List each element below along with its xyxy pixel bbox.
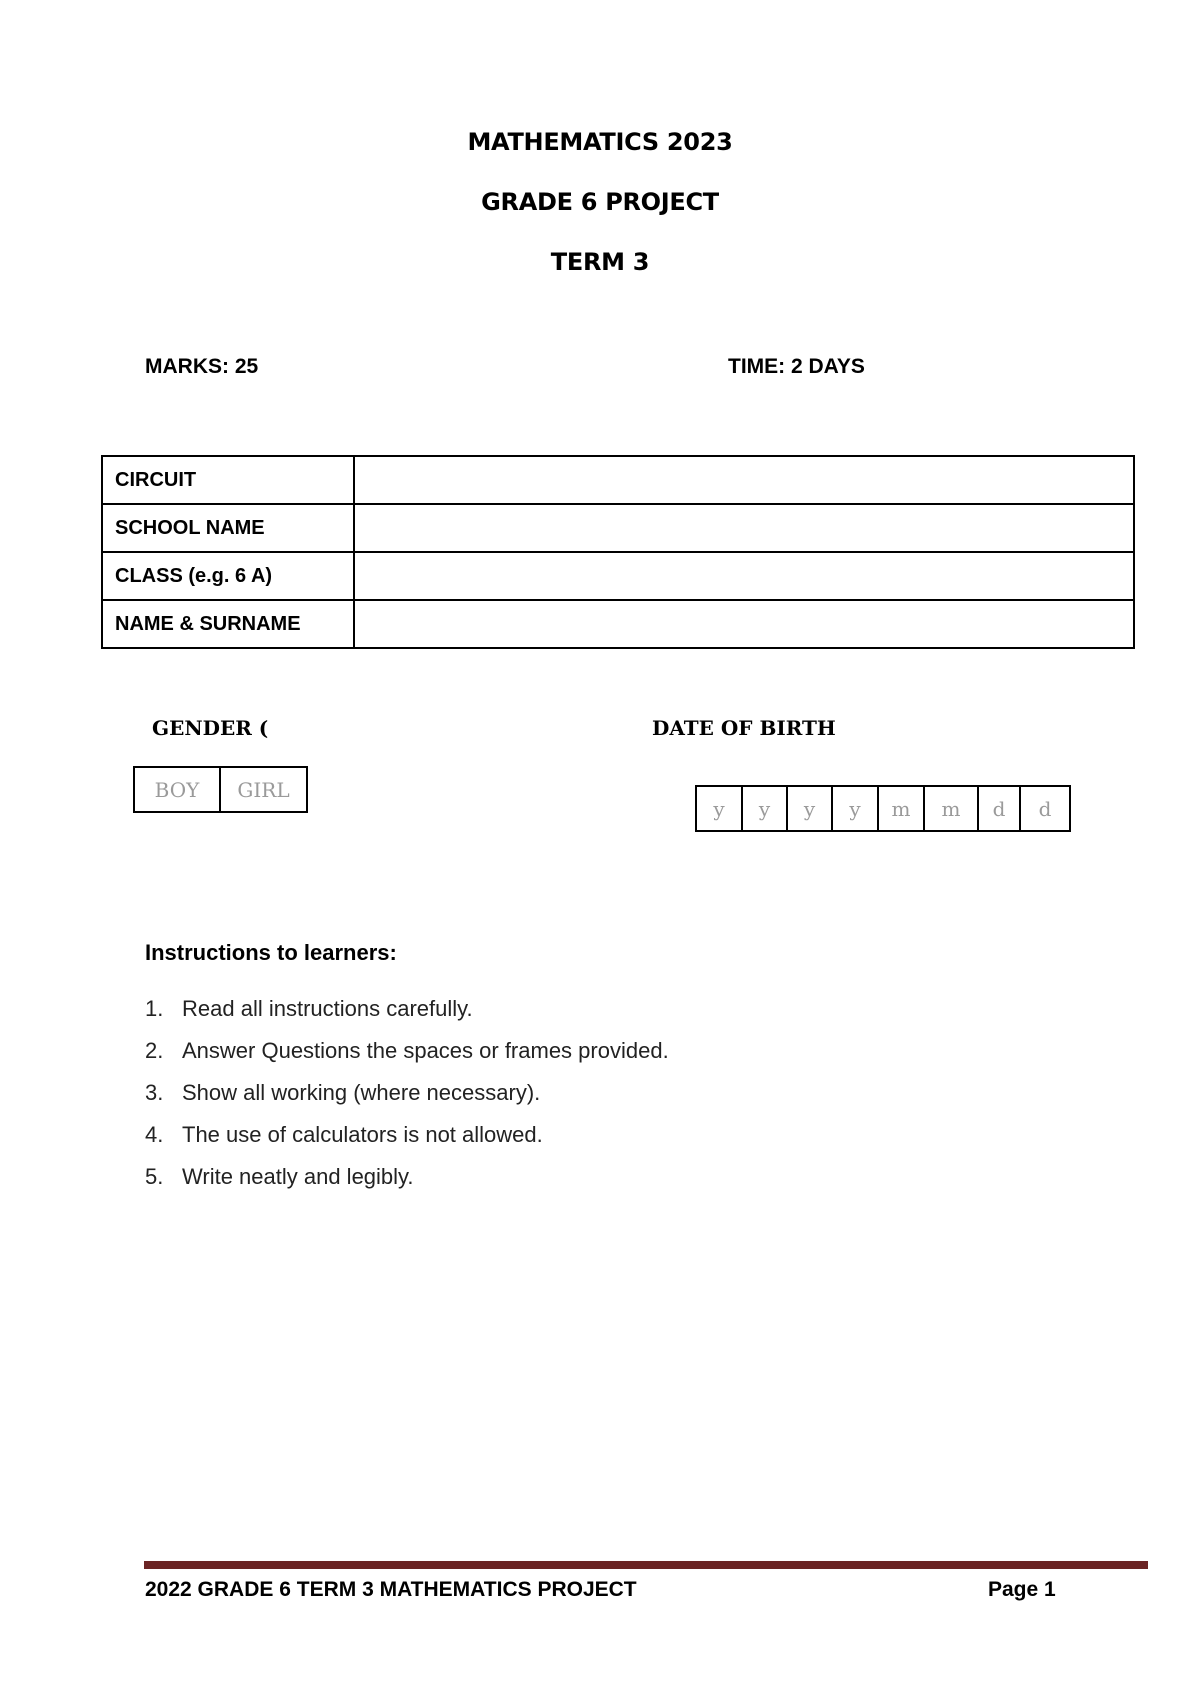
class-field[interactable] [354, 552, 1134, 600]
item-text: Answer Questions the spaces or frames provided. [182, 1038, 669, 1063]
instructions-heading: Instructions to learners: [145, 940, 397, 965]
list-item [145, 1122, 669, 1164]
dob-label: DATE OF BIRTH [652, 716, 836, 740]
footer-title: 2022 GRADE 6 TERM 3 MATHEMATICS PROJECT [145, 1578, 637, 1601]
dob-day-digit[interactable]: d [1038, 796, 1052, 821]
dob-month-digit[interactable]: m [925, 787, 979, 830]
item-number: 1. [145, 996, 164, 1021]
dob-year-digit[interactable]: y [697, 787, 743, 830]
school-name-field[interactable] [354, 504, 1134, 552]
gender-option-boy[interactable]: BOY [135, 768, 221, 811]
page-number: Page 1 [988, 1578, 1056, 1601]
item-text: Show all working (where necessary). [182, 1080, 541, 1105]
item-number: 5. [145, 1164, 164, 1189]
item-text: The use of calculators is not allowed. [182, 1122, 543, 1147]
item-number: 3. [145, 1080, 164, 1105]
footer-divider [144, 1561, 1148, 1569]
dob-month-digit[interactable]: m [879, 787, 925, 830]
item-number: 4. [145, 1122, 164, 1147]
list-item [145, 1080, 669, 1122]
time-label: TIME: 2 DAYS [728, 355, 865, 378]
item-number: 2. [145, 1038, 164, 1063]
dob-year-digit[interactable]: y [788, 787, 833, 830]
circuit-field[interactable] [354, 456, 1134, 504]
marks-label: MARKS: 25 [145, 355, 259, 378]
school-name-label: SCHOOL NAME [102, 504, 354, 552]
dob-day-digit[interactable]: d [979, 787, 1021, 830]
item-text: Read all instructions carefully. [182, 996, 473, 1021]
class-label: CLASS (e.g. 6 A) [102, 552, 354, 600]
gender-label: GENDER ( [152, 716, 269, 740]
title-grade: GRADE 6 PROJECT [481, 188, 719, 216]
title-subject: MATHEMATICS 2023 [467, 128, 733, 156]
list-item [145, 1164, 669, 1206]
dob-year-digit[interactable]: y [743, 787, 788, 830]
dob-boxes [695, 785, 1071, 832]
table-row [102, 456, 1134, 504]
gender-boxes [133, 766, 308, 813]
title-term: TERM 3 [550, 248, 650, 276]
table-row [102, 552, 1134, 600]
instructions-list [145, 996, 669, 1206]
list-item [145, 1038, 669, 1080]
table-row [102, 504, 1134, 552]
item-text: Write neatly and legibly. [182, 1164, 414, 1189]
dob-year-digit[interactable]: y [833, 787, 879, 830]
list-item [145, 996, 669, 1038]
name-surname-label: NAME & SURNAME [102, 600, 354, 648]
learner-info-table [101, 455, 1135, 649]
gender-option-girl[interactable]: GIRL [237, 777, 290, 802]
circuit-label: CIRCUIT [102, 456, 354, 504]
table-row [102, 600, 1134, 648]
name-surname-field[interactable] [354, 600, 1134, 648]
